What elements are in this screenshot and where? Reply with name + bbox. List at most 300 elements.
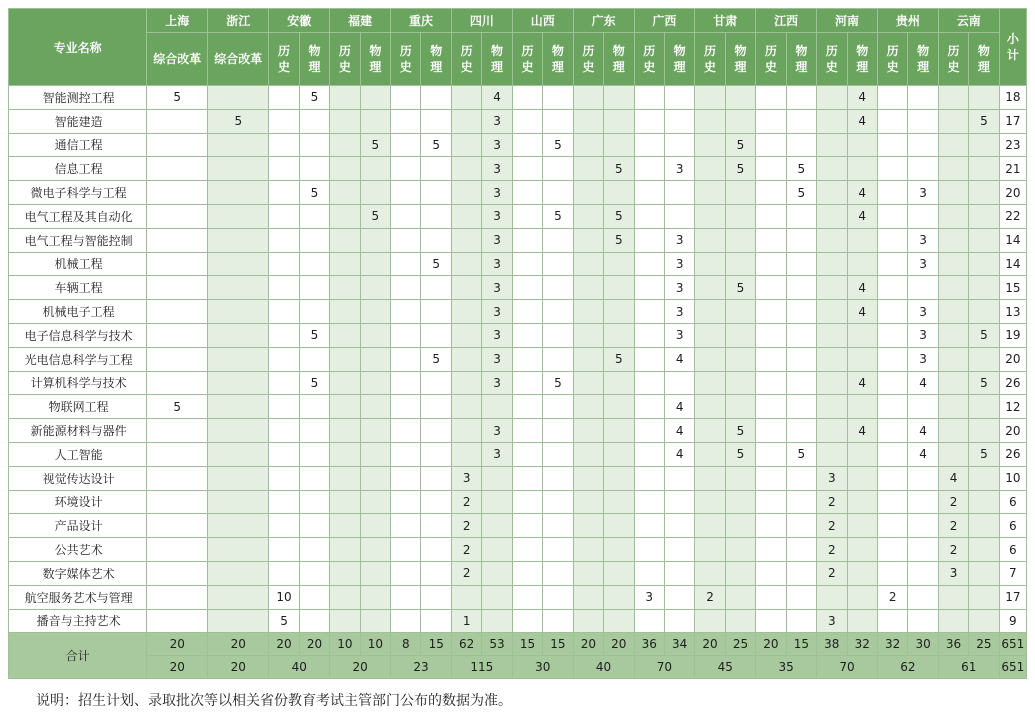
row-subtotal: 10	[999, 466, 1026, 490]
subject-header-label: 历史	[399, 43, 412, 74]
quota-cell	[786, 86, 816, 110]
quota-cell	[847, 490, 877, 514]
quota-cell	[512, 181, 542, 205]
quota-cell: 3	[482, 204, 512, 228]
quota-cell	[908, 609, 938, 633]
quota-cell	[938, 86, 968, 110]
quota-cell	[664, 514, 694, 538]
quota-cell	[604, 538, 634, 562]
quota-cell	[391, 109, 421, 133]
quota-cell	[969, 228, 999, 252]
subject-sum: 20	[208, 633, 269, 656]
quota-cell	[421, 514, 451, 538]
quota-cell	[634, 347, 664, 371]
quota-cell	[360, 490, 390, 514]
quota-cell	[604, 514, 634, 538]
quota-cell	[147, 228, 208, 252]
quota-cell	[482, 395, 512, 419]
major-name: 微电子科学与工程	[9, 181, 147, 205]
table-row	[9, 609, 1027, 633]
quota-cell	[482, 561, 512, 585]
quota-cell: 4	[908, 442, 938, 466]
quota-cell	[360, 395, 390, 419]
quota-cell	[908, 585, 938, 609]
quota-cell	[969, 204, 999, 228]
quota-cell	[695, 300, 725, 324]
quota-cell	[634, 181, 664, 205]
quota-cell	[391, 86, 421, 110]
quota-cell	[695, 395, 725, 419]
quota-cell	[573, 228, 603, 252]
quota-cell: 3	[451, 466, 481, 490]
quota-cell	[756, 585, 786, 609]
sum-label: 合计	[9, 633, 147, 679]
quota-cell	[817, 323, 847, 347]
quota-cell	[269, 300, 299, 324]
quota-cell	[299, 585, 329, 609]
quota-cell	[360, 323, 390, 347]
quota-cell: 3	[908, 323, 938, 347]
quota-cell	[664, 204, 694, 228]
quota-cell	[938, 133, 968, 157]
quota-cell: 2	[938, 538, 968, 562]
quota-cell	[147, 561, 208, 585]
quota-cell	[421, 585, 451, 609]
quota-cell	[847, 514, 877, 538]
province-sum: 20	[147, 656, 208, 679]
major-name: 新能源材料与器件	[9, 419, 147, 443]
quota-cell	[512, 514, 542, 538]
major-name-header: 专业名称	[9, 9, 147, 86]
quota-cell	[391, 395, 421, 419]
quota-cell	[664, 133, 694, 157]
quota-cell	[695, 609, 725, 633]
quota-cell	[695, 514, 725, 538]
quota-cell	[451, 300, 481, 324]
major-name: 物联网工程	[9, 395, 147, 419]
quota-cell	[482, 609, 512, 633]
subject-header	[756, 33, 786, 86]
subject-sum: 20	[695, 633, 725, 656]
subject-header	[786, 33, 816, 86]
quota-cell	[391, 347, 421, 371]
major-name: 电气工程及其自动化	[9, 204, 147, 228]
quota-cell	[391, 133, 421, 157]
quota-cell	[451, 228, 481, 252]
quota-cell	[756, 490, 786, 514]
quota-cell	[147, 371, 208, 395]
major-name: 智能建造	[9, 109, 147, 133]
quota-cell	[269, 419, 299, 443]
quota-cell	[786, 561, 816, 585]
quota-cell	[208, 395, 269, 419]
quota-cell	[269, 347, 299, 371]
quota-cell	[847, 538, 877, 562]
quota-cell	[421, 109, 451, 133]
quota-cell	[451, 86, 481, 110]
quota-cell	[391, 157, 421, 181]
row-subtotal: 6	[999, 538, 1026, 562]
subtotal-header-label: 小计	[1006, 31, 1019, 62]
quota-cell: 5	[299, 86, 329, 110]
quota-cell	[786, 514, 816, 538]
quota-cell	[299, 466, 329, 490]
quota-cell: 4	[664, 442, 694, 466]
quota-cell: 5	[604, 228, 634, 252]
table-row	[9, 157, 1027, 181]
province-sum: 35	[756, 656, 817, 679]
quota-cell	[512, 395, 542, 419]
table-row	[9, 181, 1027, 205]
quota-cell: 3	[908, 228, 938, 252]
quota-cell: 5	[969, 371, 999, 395]
quota-cell: 3	[634, 585, 664, 609]
quota-cell: 5	[786, 157, 816, 181]
subject-header-label: 物理	[612, 43, 625, 74]
quota-cell	[573, 300, 603, 324]
quota-cell: 3	[482, 252, 512, 276]
quota-cell	[299, 276, 329, 300]
quota-cell	[847, 442, 877, 466]
quota-cell	[695, 109, 725, 133]
footnote: 说明：招生计划、录取批次等以相关省份教育考试主管部门公布的数据为准。	[36, 693, 512, 709]
quota-cell	[969, 609, 999, 633]
quota-cell	[877, 538, 907, 562]
quota-cell	[512, 228, 542, 252]
quota-cell	[360, 538, 390, 562]
subject-header-label: 物理	[491, 43, 504, 74]
quota-cell	[969, 133, 999, 157]
quota-cell	[482, 490, 512, 514]
subject-sum: 15	[543, 633, 573, 656]
subject-header-label: 物理	[856, 43, 869, 74]
quota-cell	[451, 442, 481, 466]
quota-cell	[634, 276, 664, 300]
quota-cell	[330, 323, 360, 347]
quota-cell	[391, 300, 421, 324]
quota-cell	[421, 228, 451, 252]
quota-cell	[725, 490, 755, 514]
quota-cell	[817, 157, 847, 181]
quota-cell	[573, 585, 603, 609]
quota-cell	[634, 228, 664, 252]
quota-cell	[543, 347, 573, 371]
quota-cell	[330, 252, 360, 276]
quota-cell	[360, 86, 390, 110]
quota-cell	[969, 347, 999, 371]
subject-header-label: 物理	[369, 43, 382, 74]
subject-sum: 20	[269, 633, 299, 656]
subject-header	[147, 33, 208, 86]
quota-cell	[208, 157, 269, 181]
quota-cell: 5	[969, 323, 999, 347]
quota-cell	[604, 395, 634, 419]
quota-cell	[573, 323, 603, 347]
subject-header	[725, 33, 755, 86]
quota-cell	[756, 466, 786, 490]
quota-cell: 3	[938, 561, 968, 585]
quota-cell	[969, 181, 999, 205]
major-name: 机械电子工程	[9, 300, 147, 324]
quota-cell	[634, 323, 664, 347]
quota-cell	[573, 490, 603, 514]
quota-cell: 5	[421, 347, 451, 371]
quota-cell	[543, 276, 573, 300]
quota-cell	[969, 157, 999, 181]
quota-cell	[877, 442, 907, 466]
row-subtotal: 20	[999, 419, 1026, 443]
quota-cell: 3	[482, 442, 512, 466]
quota-cell	[391, 514, 421, 538]
quota-cell	[938, 609, 968, 633]
quota-cell	[877, 86, 907, 110]
quota-cell	[634, 109, 664, 133]
quota-cell	[664, 466, 694, 490]
quota-cell	[421, 323, 451, 347]
quota-cell: 5	[421, 252, 451, 276]
province-header: 云南	[938, 9, 999, 33]
quota-cell	[451, 133, 481, 157]
quota-cell	[512, 371, 542, 395]
quota-cell: 2	[938, 514, 968, 538]
quota-cell	[512, 490, 542, 514]
subject-header	[908, 33, 938, 86]
quota-cell	[786, 395, 816, 419]
province-header: 贵州	[877, 9, 938, 33]
quota-cell	[330, 466, 360, 490]
quota-cell	[421, 371, 451, 395]
quota-cell	[573, 204, 603, 228]
quota-cell: 3	[482, 323, 512, 347]
province-sum: 62	[877, 656, 938, 679]
quota-cell: 3	[482, 371, 512, 395]
quota-cell	[877, 514, 907, 538]
subject-header-label: 历史	[643, 43, 656, 74]
quota-cell	[208, 490, 269, 514]
quota-cell	[330, 300, 360, 324]
quota-cell	[330, 514, 360, 538]
quota-cell	[391, 561, 421, 585]
quota-cell	[451, 371, 481, 395]
quota-cell	[147, 538, 208, 562]
quota-cell	[482, 585, 512, 609]
quota-cell: 2	[451, 490, 481, 514]
subject-header	[847, 33, 877, 86]
quota-cell: 5	[725, 442, 755, 466]
quota-cell	[938, 371, 968, 395]
quota-cell	[269, 561, 299, 585]
quota-cell	[969, 300, 999, 324]
quota-cell: 5	[360, 204, 390, 228]
quota-cell	[573, 109, 603, 133]
quota-cell	[877, 157, 907, 181]
quota-cell	[269, 86, 299, 110]
province-sum: 70	[634, 656, 695, 679]
quota-cell	[604, 466, 634, 490]
quota-cell	[817, 300, 847, 324]
quota-cell	[299, 395, 329, 419]
subject-header	[482, 33, 512, 86]
quota-cell	[512, 347, 542, 371]
quota-cell	[421, 538, 451, 562]
table-row	[9, 514, 1027, 538]
row-subtotal: 20	[999, 181, 1026, 205]
quota-cell	[634, 609, 664, 633]
quota-cell	[391, 276, 421, 300]
table-row	[9, 561, 1027, 585]
quota-cell	[299, 252, 329, 276]
subject-header	[817, 33, 847, 86]
quota-cell	[756, 86, 786, 110]
quota-cell	[330, 347, 360, 371]
quota-cell: 3	[664, 323, 694, 347]
quota-cell	[543, 538, 573, 562]
quota-cell	[421, 419, 451, 443]
quota-cell	[543, 228, 573, 252]
quota-cell	[208, 466, 269, 490]
row-subtotal: 12	[999, 395, 1026, 419]
quota-cell	[786, 585, 816, 609]
quota-cell	[756, 276, 786, 300]
quota-cell	[664, 109, 694, 133]
quota-cell	[877, 252, 907, 276]
table-row	[9, 442, 1027, 466]
subject-header	[969, 33, 999, 86]
quota-cell: 4	[908, 419, 938, 443]
quota-cell	[786, 609, 816, 633]
quota-cell	[573, 371, 603, 395]
quota-cell	[482, 538, 512, 562]
quota-cell	[604, 585, 634, 609]
quota-cell	[634, 442, 664, 466]
quota-cell	[360, 514, 390, 538]
quota-cell	[877, 490, 907, 514]
quota-cell	[421, 395, 451, 419]
quota-cell	[786, 133, 816, 157]
subject-header	[421, 33, 451, 86]
table-row	[9, 347, 1027, 371]
quota-cell	[908, 157, 938, 181]
major-name: 计算机科学与技术	[9, 371, 147, 395]
quota-cell	[208, 228, 269, 252]
quota-cell: 3	[482, 181, 512, 205]
quota-cell: 5	[604, 204, 634, 228]
subject-sum: 25	[725, 633, 755, 656]
quota-cell	[756, 157, 786, 181]
quota-cell	[969, 466, 999, 490]
quota-cell	[847, 228, 877, 252]
quota-cell	[634, 252, 664, 276]
quota-cell	[817, 371, 847, 395]
quota-cell: 2	[451, 514, 481, 538]
quota-cell	[147, 347, 208, 371]
subject-header-label: 历史	[582, 43, 595, 74]
quota-cell: 4	[664, 395, 694, 419]
quota-cell	[847, 133, 877, 157]
quota-cell	[756, 204, 786, 228]
quota-cell	[147, 609, 208, 633]
subject-header	[695, 33, 725, 86]
quota-cell	[543, 109, 573, 133]
quota-cell	[208, 419, 269, 443]
quota-cell: 5	[147, 395, 208, 419]
quota-cell	[421, 86, 451, 110]
subject-header	[634, 33, 664, 86]
quota-cell	[877, 466, 907, 490]
quota-cell	[360, 419, 390, 443]
quota-cell	[969, 86, 999, 110]
quota-cell	[360, 466, 390, 490]
subject-header-label: 综合改革	[153, 51, 202, 66]
quota-cell	[969, 490, 999, 514]
quota-cell: 5	[786, 442, 816, 466]
quota-cell	[847, 323, 877, 347]
subject-header-label: 物理	[977, 43, 990, 74]
subject-sum: 8	[391, 633, 421, 656]
quota-cell: 3	[482, 419, 512, 443]
quota-cell: 3	[908, 252, 938, 276]
quota-cell	[938, 323, 968, 347]
quota-cell	[786, 371, 816, 395]
quota-cell: 5	[299, 181, 329, 205]
quota-cell	[451, 585, 481, 609]
grand-total: 651	[999, 633, 1026, 656]
quota-cell	[360, 157, 390, 181]
quota-cell	[299, 109, 329, 133]
quota-cell	[330, 228, 360, 252]
quota-cell	[391, 204, 421, 228]
table-row	[9, 466, 1027, 490]
quota-cell	[938, 395, 968, 419]
quota-cell	[938, 181, 968, 205]
province-header: 福建	[330, 9, 391, 33]
quota-cell	[725, 252, 755, 276]
quota-cell	[634, 133, 664, 157]
subject-header-label: 历史	[704, 43, 717, 74]
quota-cell	[330, 490, 360, 514]
quota-cell	[604, 561, 634, 585]
quota-cell	[451, 109, 481, 133]
province-header: 浙江	[208, 9, 269, 33]
quota-cell	[147, 109, 208, 133]
quota-cell	[634, 561, 664, 585]
quota-cell	[877, 395, 907, 419]
subject-header-label: 综合改革	[214, 51, 263, 66]
quota-cell: 4	[847, 276, 877, 300]
quota-cell	[512, 86, 542, 110]
quota-cell	[817, 252, 847, 276]
quota-cell	[451, 323, 481, 347]
quota-cell	[664, 609, 694, 633]
major-name: 视觉传达设计	[9, 466, 147, 490]
table-row	[9, 419, 1027, 443]
quota-cell	[421, 276, 451, 300]
quota-cell	[269, 371, 299, 395]
quota-cell	[604, 323, 634, 347]
quota-cell	[421, 157, 451, 181]
quota-cell	[938, 276, 968, 300]
quota-cell	[451, 204, 481, 228]
quota-cell: 2	[817, 538, 847, 562]
subject-header-label: 历史	[278, 43, 291, 74]
quota-cell	[360, 347, 390, 371]
quota-cell	[756, 133, 786, 157]
quota-cell: 4	[908, 371, 938, 395]
major-name: 航空服务艺术与管理	[9, 585, 147, 609]
major-name: 电气工程与智能控制	[9, 228, 147, 252]
quota-cell	[938, 347, 968, 371]
quota-cell	[604, 133, 634, 157]
